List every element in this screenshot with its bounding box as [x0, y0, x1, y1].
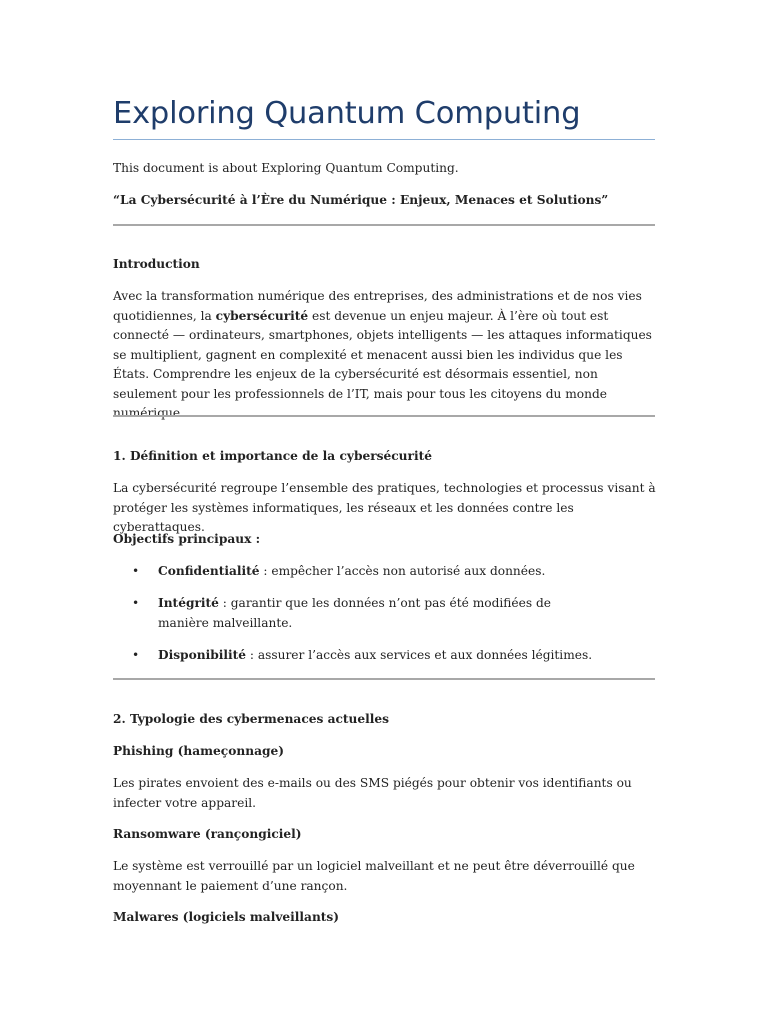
horizontal-rule [113, 415, 655, 417]
section1-heading: 1. Définition et importance de la cybersécurité [113, 449, 432, 463]
horizontal-rule [113, 224, 655, 226]
introduction-text-start: Avec la transformation numérique des entreprises, des administrations et de nos vies quotidiennes, la [113, 289, 642, 323]
ransomware-heading: Ransomware (rançongiciel) [113, 827, 302, 841]
malwares-heading: Malwares (logiciels malveillants) [113, 910, 340, 924]
list-item-term: Disponibilité [158, 648, 246, 662]
section2-heading: 2. Typologie des cybermenaces actuelles [113, 712, 390, 726]
list-item-text: : garantir que les données n’ont pas été modifiées de manière malveillante. [158, 596, 551, 630]
list-item-text: : assurer l’accès aux services et aux données légitimes. [246, 648, 593, 662]
introduction-paragraph [113, 287, 658, 424]
bullet-icon: • [132, 564, 140, 578]
bullet-icon: • [132, 596, 140, 610]
list-item-text: : empêcher l’accès non autorisé aux données. [259, 564, 546, 578]
intro-line: This document is about Exploring Quantum Computing. [113, 161, 459, 175]
introduction-text-end: est devenue un enjeu majeur. À l’ère où tout est connecté — ordinateurs, smartphones, objets intelligents — les attaques informatiques se multiplient, gagnent en complexité et menacent aussi bien les individus que les États. Comprendre les enjeux de la cybersécurité est désormais essentiel, non seulement pour les professionnels de l’IT, mais pour tous les citoyens du monde numérique. [113, 308, 652, 420]
ransomware-paragraph: Le système est verrouillé par un logiciel malveillant et ne peut être déverrouillé que moyennant le paiement d’une rançon. [113, 859, 635, 893]
document-subtitle: “La Cybersécurité à l’Ère du Numérique : Enjeux, Menaces et Solutions” [113, 193, 609, 207]
section1-paragraph: La cybersécurité regroupe l’ensemble des pratiques, technologies et processus visant à protéger les systèmes informatiques, les réseaux et les données contre les cyberattaques. [113, 481, 656, 534]
bullet-icon: • [132, 648, 140, 662]
objectives-heading: Objectifs principaux : [113, 532, 261, 546]
list-item-term: Intégrité [158, 596, 219, 610]
introduction-bold-term: cybersécurité [215, 308, 309, 323]
document-title: Exploring Quantum Computing [113, 96, 581, 131]
horizontal-rule [113, 678, 655, 680]
title-underline [113, 139, 655, 140]
list-item [158, 562, 598, 582]
phishing-paragraph: Les pirates envoient des e-mails ou des SMS piégés pour obtenir vos identifiants ou infecter votre appareil. [113, 776, 632, 810]
list-item-term: Confidentialité [158, 564, 260, 578]
list-item [158, 594, 598, 633]
introduction-heading: Introduction [113, 257, 200, 271]
phishing-heading: Phishing (hameçonnage) [113, 744, 285, 758]
list-item [158, 646, 598, 666]
